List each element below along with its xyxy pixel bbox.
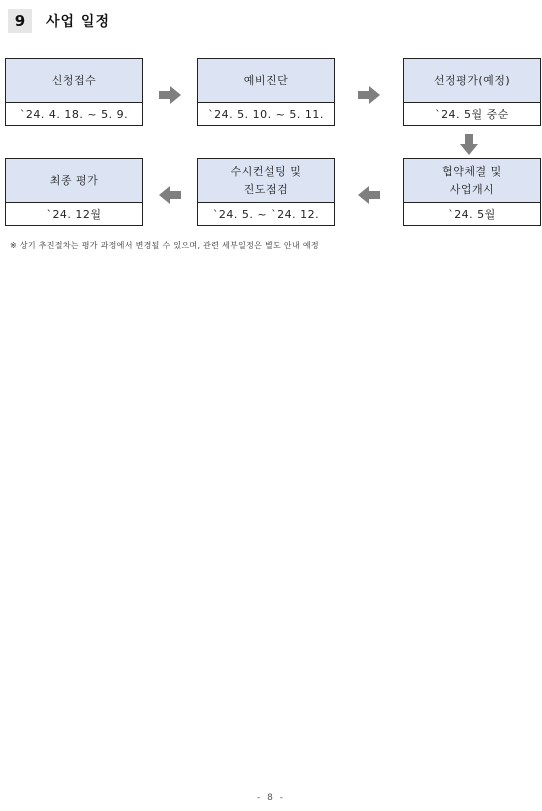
step-date: `24. 5. ~ `24. 12.: [212, 207, 320, 221]
arrow-left-icon: [159, 186, 181, 204]
step-date: `24. 5. 10. ~ 5. 11.: [208, 107, 324, 121]
section-number-badge: 9: [8, 9, 32, 33]
step-label-line1: 수시컨설팅 및: [230, 164, 302, 178]
step-label: 예비진단: [243, 73, 289, 87]
arrow-right-icon: [358, 86, 380, 104]
step-label-line2: 사업개시: [449, 182, 495, 196]
section-header: [8, 8, 110, 34]
page-number: - 8 -: [257, 793, 285, 803]
step-date: `24. 5월: [448, 208, 496, 221]
footnote: ※ 상기 추진절차는 평가 과정에서 변경될 수 있으며, 관련 세부일정은 별도 안내 예정: [10, 241, 319, 250]
step-final-evaluation: [5, 158, 143, 226]
step-application: [5, 58, 143, 126]
step-agreement-launch: [403, 158, 541, 226]
step-label: 선정평가(예정): [433, 73, 511, 87]
step-label: 신청접수: [51, 73, 97, 87]
step-date: `24. 12월: [46, 208, 102, 221]
step-preliminary-diagnosis: [197, 58, 335, 126]
arrow-right-icon: [159, 86, 181, 104]
step-label-line1: 협약체결 및: [442, 164, 502, 178]
arrow-down-icon: [460, 134, 478, 155]
step-date: `24. 4. 18. ~ 5. 9.: [19, 107, 129, 121]
step-label: 최종 평가: [49, 173, 99, 187]
step-date: `24. 5월 중순: [435, 108, 509, 121]
step-selection-evaluation: [403, 58, 541, 126]
section-title: 사업 일정: [46, 14, 110, 30]
step-consulting-progress-check: [197, 158, 335, 226]
step-label-line2: 진도점검: [243, 182, 289, 196]
arrow-left-icon: [358, 186, 380, 204]
